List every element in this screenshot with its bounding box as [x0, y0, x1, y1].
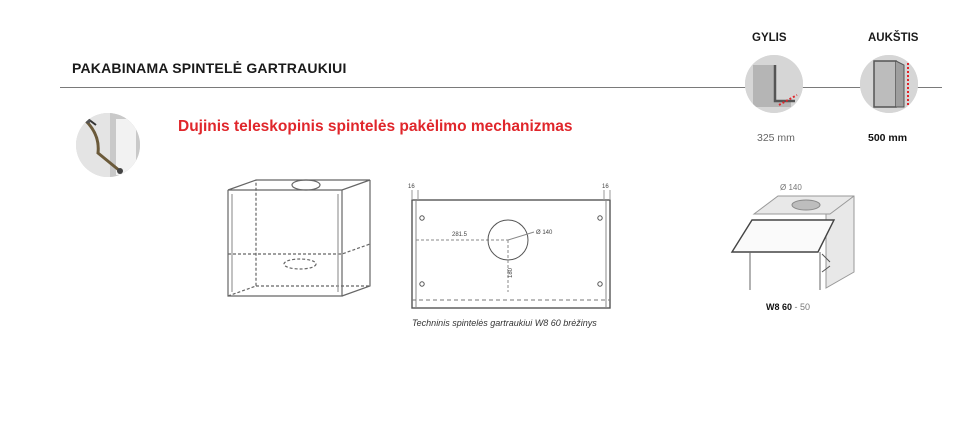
model-code-suffix: - 50 [792, 302, 811, 312]
dim-offset-label: 281.5 [452, 232, 468, 238]
depth-icon [745, 55, 803, 113]
cabinet-render [726, 192, 858, 296]
page-title: PAKABINAMA SPINTELĖ GARTRAUKIUI [72, 60, 347, 76]
dim-vertical-label: 180 [508, 267, 514, 278]
gas-lift-photo-icon [76, 113, 140, 177]
model-code-main: W8 60 [766, 302, 793, 312]
cabinet-isometric-drawing [222, 178, 382, 324]
dim-right-label: 16 [602, 184, 609, 190]
technical-front-drawing [404, 180, 620, 314]
model-code [766, 302, 810, 312]
dim-diameter-label: Ø 140 [536, 230, 553, 236]
height-value: 500 mm [868, 132, 908, 144]
header-divider [60, 87, 942, 88]
height-label: AUKŠTIS [868, 32, 919, 44]
height-icon [860, 55, 918, 113]
render-diameter-label: Ø 140 [780, 183, 802, 192]
depth-label: GYLIS [752, 32, 787, 44]
dim-left-label: 16 [408, 184, 415, 190]
mechanism-detail-photo [76, 113, 140, 177]
drawing-caption: Techninis spintelės gartraukiui W8 60 brėžinys [412, 318, 597, 328]
depth-value: 325 mm [757, 132, 795, 144]
mechanism-subtitle: Dujinis teleskopinis spintelės pakėlimo mechanizmas [178, 118, 573, 135]
